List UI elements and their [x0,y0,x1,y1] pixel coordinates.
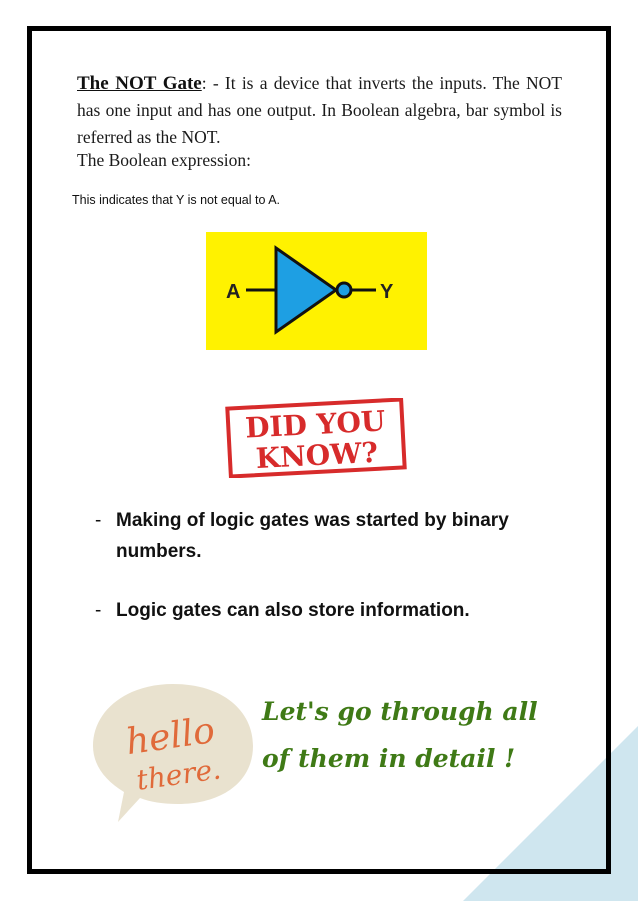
bullet-dash: - [95,510,102,531]
did-you-know-svg [225,398,408,478]
bubble-line-2: there. [134,752,223,797]
intro-paragraph [77,70,562,151]
note-text: This indicates that Y is not equal to A. [72,193,281,207]
not-gate-diagram [206,232,427,350]
lets-go-line-1: Let's go through all [262,697,538,726]
hello-there-bubble [88,676,258,826]
did-you-know-stamp [225,398,408,478]
inversion-bubble [337,283,351,297]
gate-input-label: A [226,281,241,303]
fact-item [95,505,555,567]
fact-list [95,505,555,654]
fact-item [95,595,555,626]
not-gate-svg [206,232,427,350]
boolean-expression-label: The Boolean expression: [77,150,251,170]
stamp-line-1: DID YOU [244,404,387,445]
stamp-line-2: KNOW? [255,435,379,476]
title-colon: : [201,73,207,93]
title-dash: - [206,73,225,93]
gate-title: The NOT Gate [77,73,202,94]
lets-go-text [262,688,562,782]
fact-text: Making of logic gates was started by binary numbers. [116,510,509,562]
speech-bubble-svg [88,676,258,826]
bullet-dash: - [95,600,102,621]
bubble-line-1: hello [123,710,218,764]
gate-output-label: Y [380,281,394,303]
fact-text: Logic gates can also store information. [116,600,470,621]
gate-triangle [276,248,336,332]
intro-text: It is a device that inverts the inputs. The NOT has one input and has one output. In Boolean algebra, bar symbol is referred as the NOT. [77,73,562,147]
lets-go-line-2: of them in detail ! [262,744,516,773]
